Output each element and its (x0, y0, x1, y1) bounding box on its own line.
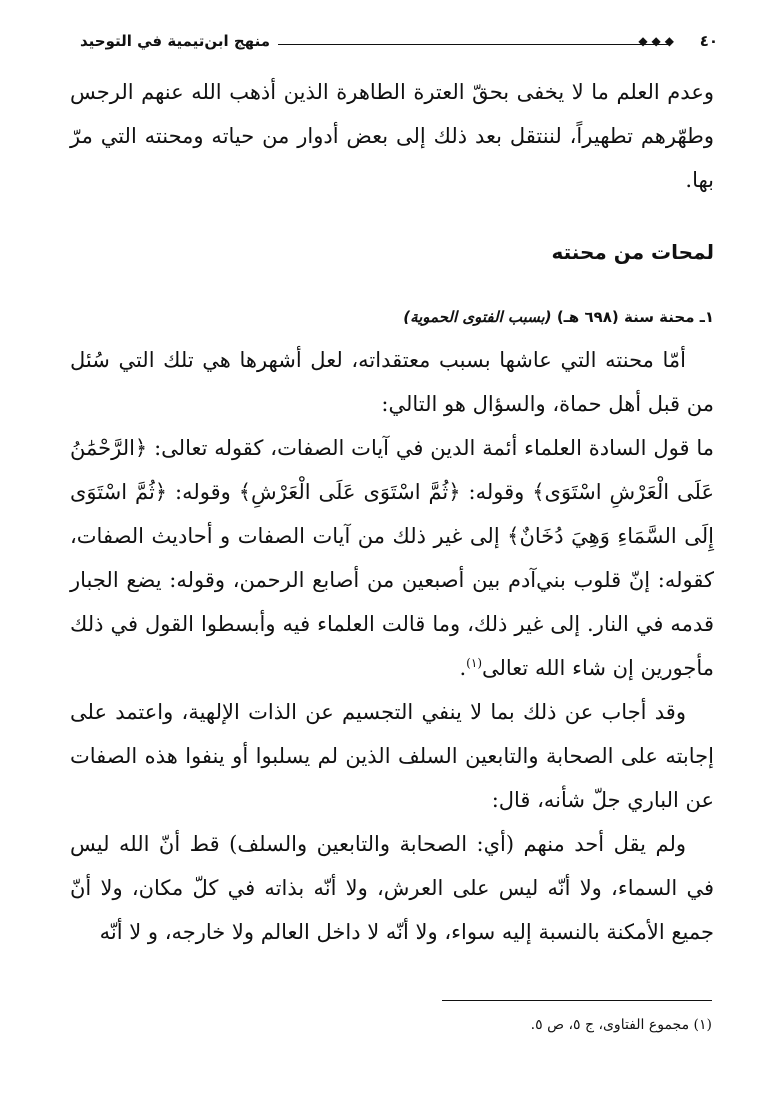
question-end: . (459, 656, 467, 680)
sub-heading-subtitle: (بسبب الفتوى الحموية) (403, 308, 552, 326)
page-body (70, 70, 714, 954)
sub-heading (70, 302, 714, 332)
diamond-ornament-icon: ◆◆◆ (638, 34, 678, 48)
paragraph-quote: ولم يقل أحد منهم (أي: الصحابة والتابعين والسلف) قط أنّ الله ليس في السماء، ولا أنّه ليس على العرش، ولا أنّه بذاته في كلّ مكان، ولا أنّ جميع الأمكنة بالنسبة إليه سواء، ولا أنّه لا داخل العالم ولا خارجه، و لا أنّه (70, 832, 714, 944)
paragraph-answer-intro: وقد أجاب عن ذلك بما لا ينفي التجسيم عن الذات الإلهية، واعتمد على إجابته على الصحابة والتابعين السلف الذين لم يسلبوا أو ينفوا هذه الصفات عن الباري جلّ شأنه، قال: (70, 700, 714, 812)
footnote-reference[interactable]: (١) (466, 656, 482, 670)
paragraph-intro: وعدم العلم ما لا يخفى بحقّ العترة الطاهرة الذين أذهب الله عنهم الرجس وطهّرهم تطهيراً، لننتقل بعد ذلك إلى بعض أدوار من حياته ومحنته التي مرّ بها. (70, 80, 714, 192)
book-title: منهج ابن‌تيمية في التوحيد (80, 32, 270, 50)
footnote: (١) مجموع الفتاوى، ج ٥، ص ٥. (530, 1017, 712, 1033)
paragraph-question-intro: أمّا محنته التي عاشها بسبب معتقداته، لعل أشهرها هي تلك التي سُئل من قبل أهل حماة، والسؤال هو التالي: (70, 348, 714, 416)
section-heading: لمحات من محنته (551, 240, 714, 264)
page-number: ٤٠ (699, 32, 718, 50)
paragraph-question (70, 426, 714, 690)
footnote-rule (442, 1000, 712, 1001)
header-rule (278, 44, 668, 45)
running-header (70, 30, 718, 60)
sub-heading-title: ١ـ محنة سنة (٦٩٨ هـ) (556, 308, 714, 326)
question-text: ما قول السادة العلماء أئمة الدين في آيات الصفات، كقوله تعالى: ﴿الرَّحْمَٰنُ عَلَى الْعَرْشِ اسْتَوَى﴾ وقوله: ﴿ثُمَّ اسْتَوَى عَلَى الْعَرْشِ﴾ وقوله: ﴿ثُمَّ اسْتَوَى إِلَى السَّمَاءِ وَهِيَ دُخَانٌ﴾ إلى غير ذلك من آيات الصفات و أحاديث الصفات، كقوله: إنّ قلوب بني‌آدم بين أصبعين من أصابع الرحمن، وقوله: يضع الجبار قدمه في النار. إلى غير ذلك، وما قالت العلماء فيه وأبسطوا القول في ذلك مأجورين إن شاء الله تعالى (70, 436, 714, 680)
